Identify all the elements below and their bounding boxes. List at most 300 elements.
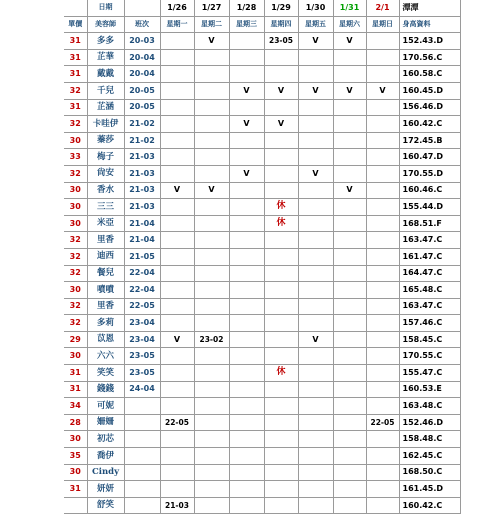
schedule-cell [366, 165, 399, 182]
row-class: 23-04 [124, 315, 160, 332]
date-2: 1/27 [194, 0, 229, 16]
table-row [64, 298, 460, 315]
schedule-cell [264, 182, 298, 199]
row-number: 31 [64, 365, 87, 382]
row-name: 餐兒 [87, 265, 124, 282]
schedule-cell: V [333, 33, 366, 50]
row-number: 31 [64, 49, 87, 66]
schedule-cell [366, 215, 399, 232]
schedule-cell [366, 398, 399, 415]
row-info: 160.47.D [399, 149, 460, 166]
schedule-cell [333, 315, 366, 332]
row-class: 23-04 [124, 331, 160, 348]
schedule-cell [264, 265, 298, 282]
schedule-cell [366, 49, 399, 66]
table-row [64, 232, 460, 249]
row-number: 33 [64, 149, 87, 166]
schedule-cell [194, 282, 229, 299]
row-name: 笑笑 [87, 365, 124, 382]
row-number: 30 [64, 348, 87, 365]
row-info: 170.55.D [399, 165, 460, 182]
weekday-5: 星期五 [298, 16, 333, 33]
table-row [64, 265, 460, 282]
row-class: 20-04 [124, 66, 160, 83]
schedule-cell [264, 331, 298, 348]
schedule-cell [333, 149, 366, 166]
schedule-cell [194, 199, 229, 216]
schedule-cell [264, 414, 298, 431]
table-row [64, 331, 460, 348]
schedule-cell: 22-05 [366, 414, 399, 431]
row-name: 卡哇伊 [87, 116, 124, 133]
schedule-cell [229, 448, 264, 465]
row-class [124, 431, 160, 448]
row-number: 32 [64, 82, 87, 99]
schedule-cell [160, 232, 194, 249]
table-row [64, 398, 460, 415]
table-row [64, 464, 460, 481]
schedule-cell [160, 398, 194, 415]
schedule-cell [366, 431, 399, 448]
schedule-cell [298, 248, 333, 265]
schedule-cell [298, 464, 333, 481]
weekday-3: 星期三 [229, 16, 264, 33]
row-info: 162.45.C [399, 448, 460, 465]
schedule-cell [194, 315, 229, 332]
schedule-cell [194, 448, 229, 465]
row-class [124, 448, 160, 465]
table-row [64, 82, 460, 99]
date-1: 1/26 [160, 0, 194, 16]
schedule-cell [333, 232, 366, 249]
date-7: 2/1 [366, 0, 399, 16]
schedule-cell [160, 82, 194, 99]
schedule-cell [160, 464, 194, 481]
schedule-cell: 21-03 [160, 497, 194, 514]
row-number: 32 [64, 232, 87, 249]
schedule-cell [229, 398, 264, 415]
schedule-cell [366, 448, 399, 465]
schedule-cell: V [264, 82, 298, 99]
schedule-cell [194, 381, 229, 398]
col-class-header: 班次 [124, 16, 160, 33]
schedule-cell [298, 116, 333, 133]
row-class: 21-03 [124, 165, 160, 182]
row-number [64, 497, 87, 514]
row-class [124, 464, 160, 481]
row-class: 22-04 [124, 265, 160, 282]
row-name: 六六 [87, 348, 124, 365]
schedule-cell [333, 381, 366, 398]
schedule-cell [298, 398, 333, 415]
schedule-cell [160, 448, 194, 465]
schedule-cell [194, 298, 229, 315]
row-number: 32 [64, 248, 87, 265]
schedule-cell [264, 481, 298, 498]
schedule-cell [264, 165, 298, 182]
schedule-cell [194, 116, 229, 133]
row-number: 32 [64, 265, 87, 282]
schedule-cell [229, 365, 264, 382]
schedule-cell [194, 49, 229, 66]
table-row [64, 33, 460, 50]
schedule-cell [333, 265, 366, 282]
row-name: 尙安 [87, 165, 124, 182]
schedule-cell: V [366, 82, 399, 99]
schedule-cell [264, 99, 298, 116]
row-name: 迪西 [87, 248, 124, 265]
schedule-cell [298, 497, 333, 514]
schedule-cell [229, 199, 264, 216]
table-row [64, 414, 460, 431]
row-class: 22-05 [124, 298, 160, 315]
row-number: 30 [64, 215, 87, 232]
row-name: 苡恩 [87, 331, 124, 348]
schedule-cell [194, 348, 229, 365]
row-info: 160.42.C [399, 116, 460, 133]
schedule-cell [194, 99, 229, 116]
row-name: 芷涵 [87, 99, 124, 116]
schedule-cell [366, 481, 399, 498]
date-3: 1/28 [229, 0, 264, 16]
row-class: 20-04 [124, 49, 160, 66]
schedule-cell [229, 348, 264, 365]
schedule-cell [333, 199, 366, 216]
schedule-cell [366, 232, 399, 249]
table-row [64, 365, 460, 382]
row-number: 32 [64, 315, 87, 332]
row-class: 21-03 [124, 199, 160, 216]
schedule-cell [194, 82, 229, 99]
row-number: 32 [64, 165, 87, 182]
schedule-cell [366, 464, 399, 481]
schedule-cell [298, 232, 333, 249]
schedule-cell [229, 414, 264, 431]
row-number: 34 [64, 398, 87, 415]
schedule-cell [333, 116, 366, 133]
schedule-cell: V [333, 82, 366, 99]
schedule-cell [298, 282, 333, 299]
schedule-cell: V [298, 82, 333, 99]
row-info: 170.56.C [399, 49, 460, 66]
schedule-cell [366, 33, 399, 50]
row-class [124, 497, 160, 514]
row-info: 160.58.C [399, 66, 460, 83]
table-row [64, 481, 460, 498]
schedule-cell [366, 315, 399, 332]
schedule-cell [229, 497, 264, 514]
row-class: 21-02 [124, 116, 160, 133]
schedule-cell [229, 298, 264, 315]
schedule-cell [366, 132, 399, 149]
schedule-cell [160, 315, 194, 332]
schedule-cell [333, 431, 366, 448]
schedule-cell [160, 149, 194, 166]
schedule-cell: V [298, 331, 333, 348]
schedule-cell [366, 149, 399, 166]
row-info: 156.46.D [399, 99, 460, 116]
schedule-cell [298, 348, 333, 365]
schedule-cell [264, 381, 298, 398]
schedule-cell [333, 215, 366, 232]
row-class: 21-03 [124, 182, 160, 199]
schedule-cell [298, 132, 333, 149]
table-row [64, 448, 460, 465]
schedule-cell [160, 282, 194, 299]
row-name: 蓁莎 [87, 132, 124, 149]
table-row [64, 381, 460, 398]
schedule-cell [194, 398, 229, 415]
row-info: 165.48.C [399, 282, 460, 299]
schedule-cell: V [194, 182, 229, 199]
row-name: 千兒 [87, 82, 124, 99]
row-name: 三三 [87, 199, 124, 216]
row-number: 31 [64, 33, 87, 50]
table-row [64, 497, 460, 514]
row-name: 妍妍 [87, 481, 124, 498]
schedule-cell [194, 66, 229, 83]
schedule-cell [333, 464, 366, 481]
schedule-cell [333, 414, 366, 431]
schedule-cell: V [160, 182, 194, 199]
schedule-cell [229, 248, 264, 265]
row-class: 21-04 [124, 215, 160, 232]
row-name: 噴噴 [87, 282, 124, 299]
weekday-7: 星期日 [366, 16, 399, 33]
schedule-cell [298, 215, 333, 232]
row-name: 初芯 [87, 431, 124, 448]
row-number: 28 [64, 414, 87, 431]
schedule-cell [366, 66, 399, 83]
row-info: 163.48.C [399, 398, 460, 415]
date-label: 日期 [87, 0, 124, 16]
schedule-cell [229, 99, 264, 116]
row-name: 里香 [87, 232, 124, 249]
row-number: 30 [64, 431, 87, 448]
schedule-cell [366, 348, 399, 365]
date-5: 1/30 [298, 0, 333, 16]
schedule-cell: V [264, 116, 298, 133]
schedule-cell [264, 398, 298, 415]
row-number: 30 [64, 464, 87, 481]
row-name: 可妮 [87, 398, 124, 415]
row-info: 158.45.C [399, 331, 460, 348]
row-number: 32 [64, 116, 87, 133]
schedule-cell [366, 497, 399, 514]
schedule-cell [366, 298, 399, 315]
schedule-cell [229, 481, 264, 498]
row-info: 168.50.C [399, 464, 460, 481]
schedule-cell: V [333, 182, 366, 199]
schedule-cell [366, 199, 399, 216]
schedule-cell [160, 49, 194, 66]
schedule-cell: V [298, 165, 333, 182]
schedule-cell [366, 99, 399, 116]
schedule-cell [333, 248, 366, 265]
schedule-cell [366, 381, 399, 398]
table-row [64, 315, 460, 332]
row-info: 168.51.F [399, 215, 460, 232]
schedule-cell [194, 481, 229, 498]
col-name-header: 美容師 [87, 16, 124, 33]
col-number-header: 單價 [64, 16, 87, 33]
row-info: 155.47.C [399, 365, 460, 382]
schedule-cell [229, 265, 264, 282]
schedule-cell [194, 431, 229, 448]
schedule-cell [366, 265, 399, 282]
row-number: 30 [64, 132, 87, 149]
row-number: 35 [64, 448, 87, 465]
date-4: 1/29 [264, 0, 298, 16]
schedule-cell [333, 165, 366, 182]
schedule-cell [333, 398, 366, 415]
row-info: 160.45.D [399, 82, 460, 99]
row-name: 多莉 [87, 315, 124, 332]
schedule-cell: 休 [264, 199, 298, 216]
schedule-cell [333, 66, 366, 83]
schedule-cell [298, 414, 333, 431]
schedule-cell [333, 448, 366, 465]
row-name: 姍姍 [87, 414, 124, 431]
row-class [124, 414, 160, 431]
schedule-cell [160, 99, 194, 116]
schedule-cell [160, 199, 194, 216]
schedule-cell [194, 215, 229, 232]
schedule-cell [366, 331, 399, 348]
schedule-cell [160, 66, 194, 83]
row-info: 160.42.C [399, 497, 460, 514]
schedule-cell [194, 165, 229, 182]
row-name: 喬伊 [87, 448, 124, 465]
schedule-cell [333, 481, 366, 498]
table-row [64, 116, 460, 133]
table-row [64, 99, 460, 116]
row-name: 米亞 [87, 215, 124, 232]
schedule-cell [298, 199, 333, 216]
row-name: 錢錢 [87, 381, 124, 398]
schedule-table [64, 0, 461, 514]
row-number: 30 [64, 199, 87, 216]
row-info: 161.45.D [399, 481, 460, 498]
row-name: 舒笑 [87, 497, 124, 514]
schedule-cell [194, 497, 229, 514]
schedule-cell [264, 149, 298, 166]
schedule-cell [366, 116, 399, 133]
schedule-cell [298, 381, 333, 398]
row-name: 里香 [87, 298, 124, 315]
schedule-cell [366, 182, 399, 199]
schedule-cell [366, 248, 399, 265]
schedule-cell [333, 298, 366, 315]
schedule-cell [298, 365, 333, 382]
schedule-cell [298, 481, 333, 498]
row-info: 172.45.B [399, 132, 460, 149]
row-info: 152.43.D [399, 33, 460, 50]
row-info: 161.47.C [399, 248, 460, 265]
schedule-cell [160, 431, 194, 448]
schedule-cell [264, 315, 298, 332]
table-row [64, 132, 460, 149]
schedule-cell [194, 414, 229, 431]
schedule-cell [298, 149, 333, 166]
schedule-cell: V [298, 33, 333, 50]
table-row [64, 248, 460, 265]
weekday-4: 星期四 [264, 16, 298, 33]
table-row [64, 165, 460, 182]
schedule-cell [194, 464, 229, 481]
table-row [64, 348, 460, 365]
row-class: 24-04 [124, 381, 160, 398]
row-number: 31 [64, 481, 87, 498]
row-class [124, 481, 160, 498]
schedule-cell [229, 182, 264, 199]
schedule-cell: 23-02 [194, 331, 229, 348]
schedule-cell [333, 132, 366, 149]
schedule-cell [160, 298, 194, 315]
schedule-cell [229, 215, 264, 232]
schedule-cell [298, 99, 333, 116]
schedule-cell [160, 33, 194, 50]
row-info: 170.55.C [399, 348, 460, 365]
schedule-cell [264, 464, 298, 481]
schedule-cell [229, 381, 264, 398]
schedule-cell: 23-05 [264, 33, 298, 50]
schedule-cell [194, 149, 229, 166]
schedule-cell [298, 265, 333, 282]
schedule-cell [194, 365, 229, 382]
schedule-cell [194, 232, 229, 249]
header-row-labels [64, 16, 460, 33]
schedule-cell: 22-05 [160, 414, 194, 431]
row-name: 芷華 [87, 49, 124, 66]
schedule-cell [160, 215, 194, 232]
weekday-2: 星期二 [194, 16, 229, 33]
schedule-cell [333, 497, 366, 514]
row-class: 22-04 [124, 282, 160, 299]
schedule-cell [264, 298, 298, 315]
schedule-cell: V [229, 82, 264, 99]
schedule-cell [366, 282, 399, 299]
schedule-cell [264, 348, 298, 365]
schedule-cell [160, 365, 194, 382]
schedule-cell [160, 116, 194, 133]
row-number: 31 [64, 99, 87, 116]
schedule-cell [264, 248, 298, 265]
row-name: 梅子 [87, 149, 124, 166]
row-info: 160.53.E [399, 381, 460, 398]
schedule-cell [333, 331, 366, 348]
schedule-cell [229, 49, 264, 66]
schedule-cell [298, 448, 333, 465]
schedule-cell [264, 49, 298, 66]
row-class: 23-05 [124, 365, 160, 382]
schedule-cell [264, 282, 298, 299]
schedule-cell [298, 182, 333, 199]
table-row [64, 282, 460, 299]
row-info: 158.48.C [399, 431, 460, 448]
table-row [64, 66, 460, 83]
row-class [124, 398, 160, 415]
row-number: 29 [64, 331, 87, 348]
schedule-cell [298, 298, 333, 315]
schedule-cell [333, 49, 366, 66]
row-info: 163.47.C [399, 232, 460, 249]
table-row [64, 199, 460, 216]
row-class: 20-05 [124, 99, 160, 116]
schedule-cell [160, 481, 194, 498]
weekday-6: 星期六 [333, 16, 366, 33]
header-row-dates [64, 0, 460, 16]
